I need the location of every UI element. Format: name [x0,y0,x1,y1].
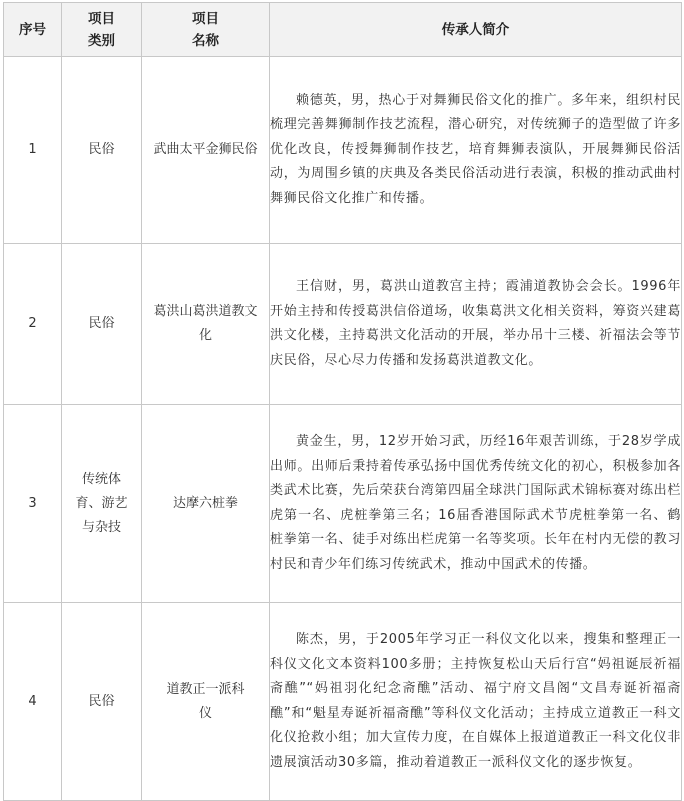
row-category [62,57,142,244]
row-name [142,244,270,405]
header-category-line2: 类别 [88,32,115,49]
row-name-text: 达摩六桩拳 [172,495,238,511]
row-category-text: 民俗 [88,316,115,331]
row-category [62,244,142,405]
row-intro [270,244,682,405]
row-seq: 4 [4,603,62,801]
row-intro [270,405,682,603]
row-name-text: 道教正一派科仪 [166,681,245,721]
row-category [62,603,142,801]
table-row [4,244,682,405]
row-name [142,405,270,603]
row-intro-text: 陈杰，男，于2005年学习正一科仪文化以来，搜集和整理正一科仪文化文本资料100多册；主持恢复松山天后行宫“妈祖诞辰祈福斋醮”“妈祖羽化纪念斋醮”活动、福宁府文昌阁“文昌寿诞祈福斋醮”和“魁星寿诞祈福斋醮”等科仪文化活动；主持成立道教正一科文化仪抢救小组；加大宣传力度，在自媒体上报道道教正一科文化仪非遗展演活动30多篇，推动着道教正一派科仪文化的逐步恢复。 [270,632,681,770]
row-seq: 3 [4,405,62,603]
row-name-text: 葛洪山葛洪道教文化 [153,304,258,343]
header-name [142,3,270,57]
row-intro [270,57,682,244]
heritage-inheritor-table [3,2,682,801]
header-row [4,3,682,57]
row-name [142,603,270,801]
header-name-line1: 项目 [192,10,219,27]
row-seq: 1 [4,57,62,244]
row-intro-text: 赖德英，男，热心于对舞狮民俗文化的推广。多年来，组织村民梳理完善舞狮制作技艺流程，潜心研究，对传统狮子的造型做了许多优化改良，传授舞狮制作技艺，培育舞狮表演队，开展舞狮民俗活动，为周围乡镇的庆典及各类民俗活动进行表演，积极的推动武曲村舞狮民俗文化推广和传播。 [270,92,681,206]
row-category-text: 民俗 [88,142,115,157]
row-seq: 2 [4,244,62,405]
row-intro-text: 王信财，男，葛洪山道教宫主持；霞浦道教协会会长。1996年开始主持和传授葛洪信俗道场，收集葛洪文化相关资料，筹资兴建葛洪文化楼，主持葛洪文化活动的开展，举办吊十三楼、祈福法会等节庆民俗，尽心尽力传播和发扬葛洪道教文化。 [270,279,681,368]
row-category-text: 传统体育、游艺与杂技 [75,471,128,535]
table-row [4,603,682,801]
row-intro [270,603,682,801]
table-row [4,405,682,603]
header-name-line2: 名称 [192,32,219,49]
header-intro: 传承人简介 [270,3,682,57]
row-category-text: 民俗 [88,693,115,709]
header-category-line1: 项目 [88,10,115,27]
header-category [62,3,142,57]
row-intro-text: 黄金生，男，12岁开始习武，历经16年艰苦训练，于28岁学成出师。出师后秉持着传承弘扬中国优秀传统文化的初心，积极参加各类武术比赛，先后荣获台湾第四届全球洪门国际武术锦标赛对练出栏虎第一名、虎桩拳第三名；16届香港国际武术节虎桩拳第一名、鹤桩拳第一名、徒手对练出栏虎第一名等奖项。长年在村内无偿的教习村民和青少年们练习传统武术，推动中国武术的传播。 [270,434,681,572]
row-name [142,57,270,244]
header-seq: 序号 [4,3,62,57]
table-row [4,57,682,244]
row-name-text: 武曲太平金狮民俗 [153,142,258,157]
row-category [62,405,142,603]
